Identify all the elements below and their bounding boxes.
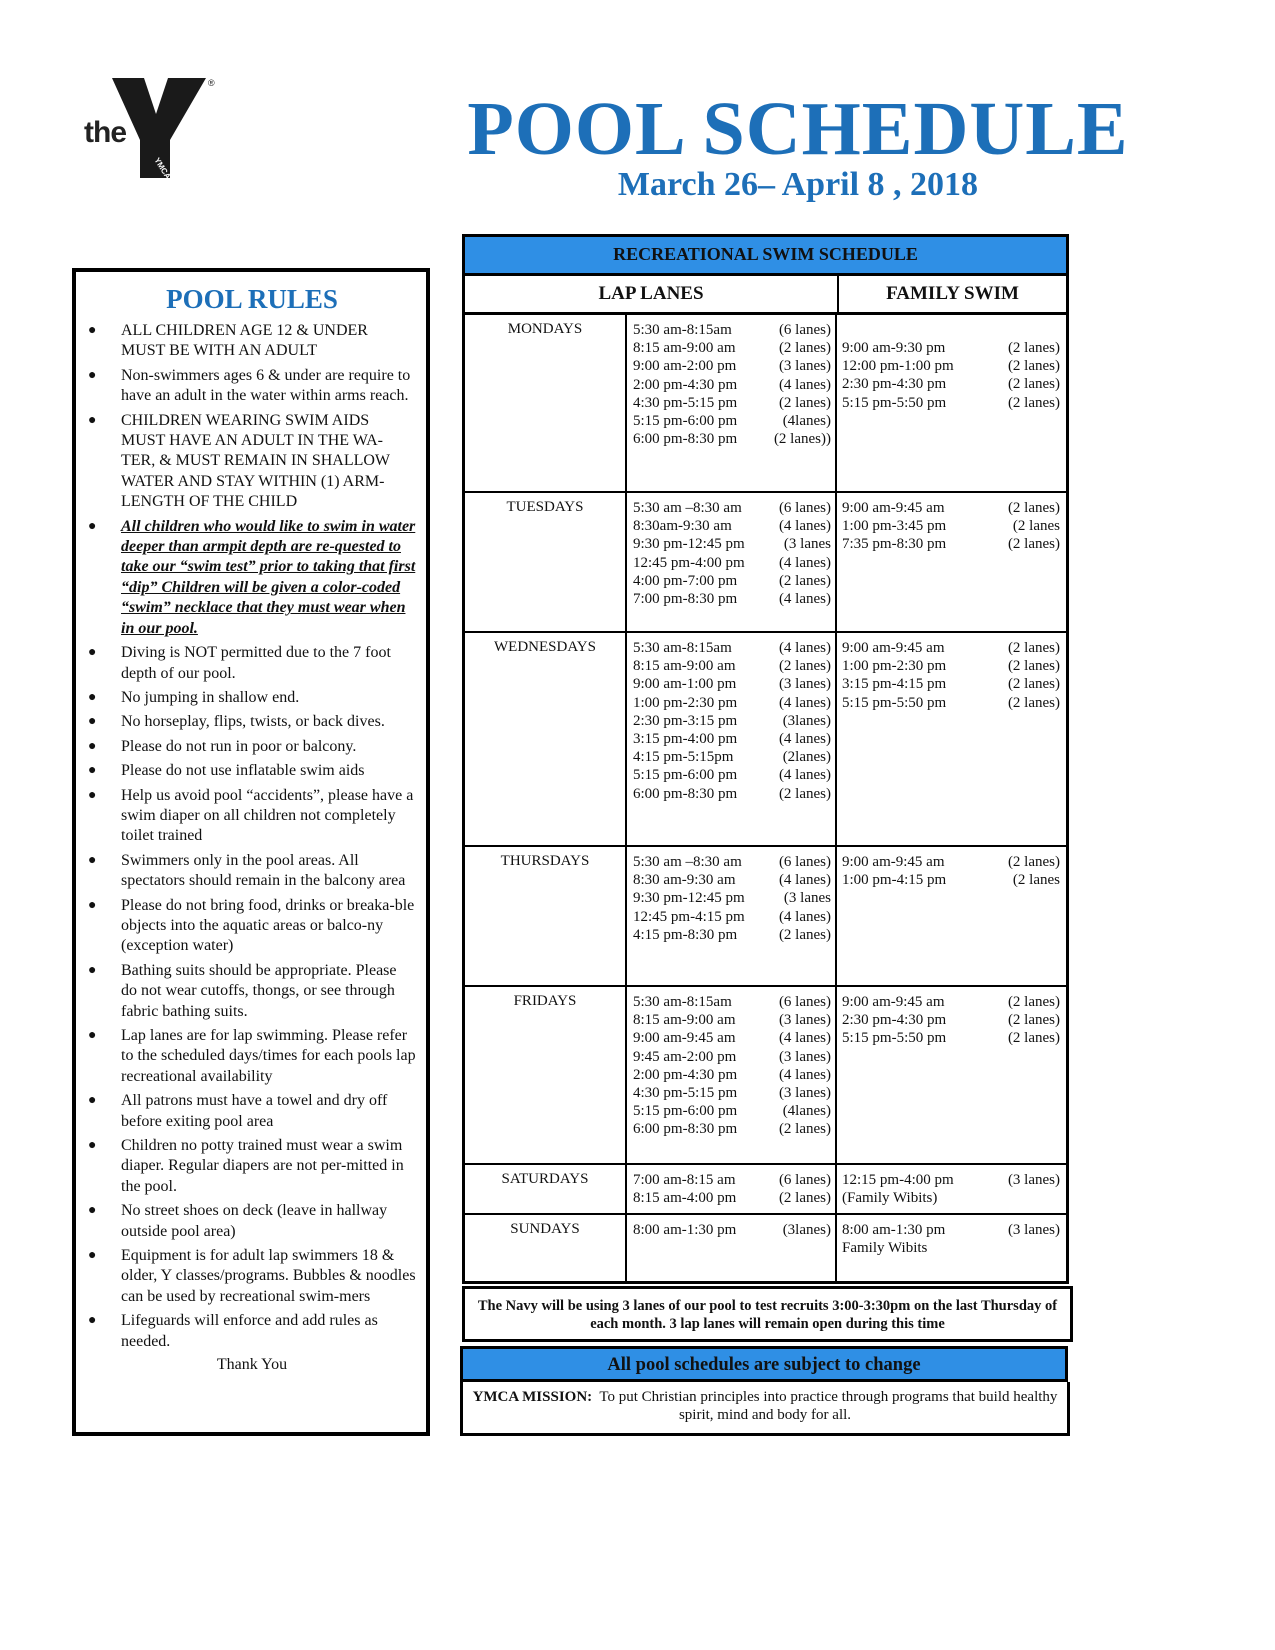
day-rows (465, 315, 1066, 1281)
time-slot (633, 590, 831, 608)
slot-time: 8:30am-9:30 am (633, 518, 732, 535)
slot-lanes: (4lanes) (782, 413, 831, 430)
rule-text: Diving is NOT permitted due to the 7 foot depth of our pool. (121, 644, 391, 682)
slot-time: 3:15 pm-4:15 pm (842, 676, 947, 693)
bullet-icon: ● (88, 897, 97, 913)
slot-lanes: (2 lanes) (778, 340, 831, 357)
rule-text: Help us avoid pool “accidents”, please have a swim diaper on all children not completely toilet trained (121, 786, 414, 845)
slot-time: 5:15 pm-5:50 pm (842, 1030, 947, 1047)
slot-lanes: (4 lanes) (778, 376, 831, 393)
time-slot (842, 517, 1060, 535)
rule-item (88, 1246, 416, 1307)
slot-lanes: (6 lanes) (778, 854, 831, 870)
slot-time: 4:30 pm-5:15 pm (633, 394, 738, 411)
slot-lanes: (4 lanes) (778, 591, 831, 608)
slot-time: 5:15 pm-6:00 pm (633, 767, 738, 784)
time-slot (633, 357, 831, 375)
slot-time: 2:30 pm-4:30 pm (842, 1012, 947, 1029)
slot-lanes: (6 lanes) (778, 500, 831, 516)
bullet-icon: ● (88, 689, 97, 705)
slot-lanes: (2 lanes) (1007, 394, 1060, 411)
bullet-icon: ● (88, 412, 97, 428)
slot-time: 8:15 am-9:00 am (633, 340, 736, 357)
slot-lanes: (4lanes) (782, 1103, 831, 1120)
time-slot (633, 394, 831, 412)
date-range: March 26– April 8 , 2018 (617, 166, 979, 203)
time-slot (842, 375, 1060, 393)
time-slot (633, 1029, 831, 1047)
slot-lanes: (2 lanes) (1007, 694, 1060, 711)
bullet-icon: ● (88, 367, 97, 383)
time-slot (633, 871, 831, 889)
slot-time: 4:30 pm-5:15 pm (633, 1085, 738, 1102)
slot-lanes: (2 lanes) (778, 926, 831, 943)
time-slot (842, 675, 1060, 693)
slot-lanes: (4 lanes) (778, 767, 831, 784)
slot-lanes: (2 lanes) (1007, 1030, 1060, 1047)
slot-time: 5:30 am-8:15am (633, 994, 732, 1010)
rule-item (88, 1026, 416, 1087)
bullet-icon: ● (88, 738, 97, 754)
schedule-heading: RECREATIONAL SWIM SCHEDULE (465, 237, 1066, 276)
slot-time: 4:00 pm-7:00 pm (633, 572, 738, 589)
time-slot (633, 639, 831, 657)
time-slot (842, 394, 1060, 412)
bullet-icon: ● (88, 1203, 97, 1219)
day-label: THURSDAYS (465, 847, 627, 985)
day-label: SATURDAYS (465, 1165, 627, 1213)
time-slot (633, 853, 831, 871)
bullet-icon: ● (88, 1313, 97, 1329)
time-slot (842, 535, 1060, 553)
slot-lanes: (3 lanes (783, 536, 831, 553)
slot-lanes: (4 lanes) (778, 640, 831, 656)
slot-time: 3:15 pm-4:00 pm (633, 731, 738, 748)
slot-lanes: (2 lanes) (778, 394, 831, 411)
slot-time: 4:15 pm-5:15pm (633, 749, 734, 766)
column-headers (465, 276, 1066, 315)
rules-list (88, 321, 416, 1352)
time-slot (842, 694, 1060, 712)
slot-time: 4:15 pm-8:30 pm (633, 926, 738, 943)
time-slot (842, 1171, 1060, 1189)
time-slot (633, 499, 831, 517)
slot-time: 2:30 pm-4:30 pm (842, 376, 947, 393)
rule-text: ALL CHILDREN AGE 12 & UNDER MUST BE WITH AN ADULT (121, 322, 368, 360)
slot-time: 6:00 pm-8:30 pm (633, 785, 738, 802)
time-slot (633, 339, 831, 357)
time-slot (633, 1011, 831, 1029)
slot-lanes: (2 lanes) (778, 1121, 831, 1138)
time-slot (633, 321, 831, 339)
time-slot (842, 871, 1060, 889)
time-slot (633, 1171, 831, 1189)
rule-text: No horseplay, flips, twists, or back dives. (121, 713, 385, 731)
slot-lanes: (2 lanes) (1007, 340, 1060, 356)
time-slot (633, 712, 831, 730)
slot-lanes: (2 lanes) (1007, 854, 1060, 870)
slot-time: 5:15 pm-6:00 pm (633, 1103, 738, 1120)
slot-time: 5:30 am –8:30 am (633, 500, 742, 516)
rule-item (88, 786, 416, 847)
rule-item (88, 761, 416, 781)
slot-time: 9:45 am-2:00 pm (633, 1048, 737, 1065)
time-slot (633, 1120, 831, 1138)
slot-time: 9:00 am-9:45 am (842, 994, 945, 1010)
rule-item (88, 411, 416, 513)
slot-time: 9:00 am-9:30 pm (842, 340, 946, 356)
slot-time: 8:00 am-1:30 pm (633, 1222, 737, 1238)
schedule-row (465, 315, 1066, 493)
bullet-icon: ● (88, 787, 97, 803)
slot-lanes: (2 lanes) (1007, 536, 1060, 553)
slot-lanes: (2 lanes) (1007, 1012, 1060, 1029)
bullet-icon: ● (88, 852, 97, 868)
lap-lanes-cell (627, 493, 837, 631)
slot-lanes: (2 lanes) (1007, 358, 1060, 375)
time-slot (842, 499, 1060, 517)
slot-time: 8:15 am-4:00 pm (633, 1190, 737, 1207)
time-slot (633, 554, 831, 572)
family-swim-cell (837, 1165, 1066, 1213)
family-swim-cell (837, 633, 1066, 845)
rule-item (88, 1091, 416, 1132)
slot-time: 8:30 am-9:30 am (633, 872, 736, 889)
lap-lanes-cell (627, 315, 837, 491)
slot-time: 5:15 pm-6:00 pm (633, 413, 738, 430)
day-label: FRIDAYS (465, 987, 627, 1163)
rule-item (88, 1136, 416, 1197)
slot-time: 8:00 am-1:30 pm (842, 1222, 946, 1238)
rule-text: Children no potty trained must wear a swim diaper. Regular diapers are not per-mitted in the pool. (121, 1137, 404, 1195)
rule-text: Bathing suits should be appropriate. Please do not wear cutoffs, thongs, or see through fabric bathing suits. (121, 961, 397, 1020)
slot-time: 12:45 pm-4:15 pm (633, 908, 745, 925)
slot-time: 9:30 pm-12:45 pm (633, 536, 745, 553)
slot-time: 9:00 am-9:45 am (842, 640, 945, 656)
slot-lanes: (3 lanes) (1007, 1222, 1060, 1238)
rule-text: No jumping in shallow end. (121, 688, 300, 706)
slot-lanes: (4 lanes) (778, 908, 831, 925)
rule-item (88, 321, 416, 362)
slot-lanes: (3lanes) (782, 1222, 831, 1238)
rule-item (88, 366, 416, 407)
slot-lanes: (2 lanes) (1007, 376, 1060, 393)
time-slot (633, 766, 831, 784)
slot-time: 7:35 pm-8:30 pm (842, 536, 947, 553)
day-label: SUNDAYS (465, 1215, 627, 1281)
slot-lanes: (4 lanes) (778, 554, 831, 571)
time-slot (842, 657, 1060, 675)
time-slot (842, 1221, 1060, 1239)
slot-time: 9:00 am-9:45 am (842, 854, 945, 870)
slot-lanes: (2 lanes) (1007, 994, 1060, 1010)
slot-time: 8:15 am-9:00 am (633, 1012, 736, 1029)
family-note: (Family Wibits) (842, 1190, 938, 1207)
slot-lanes: (3 lanes) (778, 676, 831, 693)
slot-lanes: (4 lanes) (778, 1030, 831, 1047)
time-slot (633, 1102, 831, 1120)
slot-time: 12:00 pm-1:00 pm (842, 358, 954, 375)
slot-time: 9:00 am-1:00 pm (633, 676, 737, 693)
page-title: POOL SCHEDULE (467, 87, 1129, 171)
time-slot (633, 1066, 831, 1084)
time-slot (842, 1029, 1060, 1047)
slot-time: 5:30 am-8:15am (633, 640, 732, 656)
slot-lanes: (2 lanes) (778, 658, 831, 675)
slot-time: 5:30 am-8:15am (633, 322, 732, 338)
rule-text: Please do not use inflatable swim aids (121, 762, 365, 780)
slot-lanes: (2 lanes) (1007, 640, 1060, 656)
rule-text: CHILDREN WEARING SWIM AIDS MUST HAVE AN ADULT IN THE WA-TER, & MUST REMAIN IN SHALLOW WATER AND STAY WITHIN (1) ARM-LENGTH OF THE CHILD (121, 411, 390, 511)
day-label: TUESDAYS (465, 493, 627, 631)
slot-time: 1:00 pm-2:30 pm (842, 658, 947, 675)
rule-text: Swimmers only in the pool areas. All spectators should remain in the balcony area (121, 851, 406, 890)
slot-time: 2:30 pm-3:15 pm (633, 712, 738, 729)
family-swim-cell (837, 1215, 1066, 1281)
ymca-mission (460, 1382, 1070, 1436)
slot-lanes: (2 lanes) (1007, 500, 1060, 516)
slot-time: 12:45 pm-4:00 pm (633, 554, 745, 571)
rule-item (88, 1311, 416, 1352)
slot-time: 1:00 pm-2:30 pm (633, 694, 738, 711)
time-slot (633, 572, 831, 590)
bullet-icon: ● (88, 1093, 97, 1109)
slot-time: 9:00 am-9:45 am (842, 500, 945, 516)
schedule-change-notice: All pool schedules are subject to change (460, 1346, 1068, 1382)
schedule-row (465, 987, 1066, 1165)
slot-time: 5:15 pm-5:50 pm (842, 694, 947, 711)
rule-text: Equipment is for adult lap swimmers 18 & older, Y classes/programs. Bubbles & noodles can be used by recreational swim-mers (121, 1247, 416, 1305)
time-slot (633, 730, 831, 748)
slot-lanes: (3 lanes) (778, 358, 831, 375)
slot-time: 12:15 pm-4:00 pm (842, 1172, 954, 1188)
rule-text: Please do not run in poor or balcony. (121, 737, 357, 755)
rule-item (88, 961, 416, 1022)
time-slot (633, 889, 831, 907)
time-slot (842, 993, 1060, 1011)
slot-lanes: (6 lanes) (778, 322, 831, 338)
schedule-row (465, 1215, 1066, 1281)
lap-lanes-heading: LAP LANES (465, 276, 839, 312)
slot-lanes: (2 lanes (1012, 872, 1060, 889)
schedule-row (465, 1165, 1066, 1215)
slot-time: 7:00 pm-8:30 pm (633, 591, 738, 608)
thank-you: Thank You (216, 1356, 288, 1374)
bullet-icon: ● (88, 323, 97, 338)
time-slot (633, 1221, 831, 1239)
bullet-icon: ● (88, 1028, 97, 1043)
slot-lanes: (3 lanes) (778, 1085, 831, 1102)
rule-text: Lap lanes are for lap swimming. Please refer to the scheduled days/times for each pools lap recreational availability (121, 1027, 416, 1085)
slot-time: 2:00 pm-4:30 pm (633, 376, 738, 393)
time-slot (633, 1189, 831, 1207)
slot-lanes: (4 lanes) (778, 518, 831, 535)
slot-time: 1:00 pm-3:45 pm (842, 518, 947, 535)
lap-lanes-cell (627, 1215, 837, 1281)
family-swim-cell (837, 493, 1066, 631)
lap-lanes-cell (627, 633, 837, 845)
ymca-logo (80, 78, 220, 190)
time-slot (633, 430, 831, 448)
slot-lanes: (2 lanes) (1007, 676, 1060, 693)
family-swim-cell (837, 315, 1066, 491)
logo-ymca-text: YMCA (152, 156, 173, 181)
schedule-row (465, 493, 1066, 633)
bullet-icon: ● (88, 763, 97, 779)
time-slot (842, 357, 1060, 375)
lap-lanes-cell (627, 987, 837, 1163)
bullet-icon: ● (88, 645, 97, 661)
rule-item (88, 688, 416, 708)
bullet-icon: ● (88, 1248, 97, 1264)
rule-text: Lifeguards will enforce and add rules as needed. (121, 1312, 378, 1350)
rule-item (88, 1201, 416, 1242)
slot-time: 5:30 am –8:30 am (633, 854, 742, 870)
time-slot (633, 535, 831, 553)
rule-text: All patrons must have a towel and dry off before exiting pool area (121, 1092, 388, 1130)
pool-rules-heading: POOL RULES (166, 284, 338, 314)
day-label: MONDAYS (465, 315, 627, 491)
time-slot (633, 1084, 831, 1102)
slot-time: 7:00 am-8:15 am (633, 1172, 736, 1188)
slot-time: 9:00 am-9:45 am (633, 1030, 736, 1047)
logo-the-text: the (84, 116, 126, 149)
time-slot (842, 853, 1060, 871)
slot-lanes: (3 lanes (783, 890, 831, 907)
lap-lanes-cell (627, 847, 837, 985)
rule-item (88, 737, 416, 757)
time-slot (842, 639, 1060, 657)
rule-text: Non-swimmers ages 6 & under are require to have an adult in the water within arms reach. (121, 366, 411, 405)
mission-text: To put Christian principles into practice through programs that build healthy spirit, mind and body for all. (599, 1389, 1058, 1423)
slot-time: 9:00 am-2:00 pm (633, 358, 737, 375)
slot-time: 8:15 am-9:00 am (633, 658, 736, 675)
slot-time: 6:00 pm-8:30 pm (633, 431, 738, 448)
time-slot (633, 657, 831, 675)
rule-item (88, 896, 416, 957)
slot-lanes: (3 lanes) (778, 1012, 831, 1029)
rule-text: All children who would like to swim in water deeper than armpit depth are re-quested to take our “swim test” prior to taking that first “dip” Children will be given a color-coded “swim” necklace that they must wear when in our pool. (121, 517, 416, 637)
time-slot (633, 376, 831, 394)
slot-lanes: (2 lanes) (778, 1190, 831, 1207)
slot-lanes: (2 lanes (1012, 518, 1060, 535)
slot-lanes: (2 lanes)) (773, 431, 831, 448)
time-slot (633, 908, 831, 926)
pool-rules-box (72, 268, 430, 1436)
time-slot (633, 1048, 831, 1066)
time-slot (633, 675, 831, 693)
rule-item (88, 851, 416, 892)
bullet-icon: ● (88, 962, 97, 978)
bullet-icon: ● (88, 518, 97, 534)
slot-time: 1:00 pm-4:15 pm (842, 872, 947, 889)
slot-time: 5:15 pm-5:50 pm (842, 394, 947, 411)
bullet-icon: ● (88, 714, 97, 730)
slot-lanes: (3lanes) (782, 712, 831, 729)
day-label: WEDNESDAYS (465, 633, 627, 845)
slot-lanes: (3 lanes) (1007, 1172, 1060, 1188)
rule-item (88, 712, 416, 732)
slot-lanes: (4 lanes) (778, 731, 831, 748)
slot-lanes: (6 lanes) (778, 994, 831, 1010)
time-slot (633, 694, 831, 712)
family-swim-heading: FAMILY SWIM (886, 283, 1019, 304)
slot-lanes: (3 lanes) (778, 1048, 831, 1065)
slot-time: 2:00 pm-4:30 pm (633, 1066, 738, 1083)
family-note: Family Wibits (842, 1240, 928, 1257)
slot-lanes: (6 lanes) (778, 1172, 831, 1188)
slot-lanes: (4 lanes) (778, 694, 831, 711)
lap-lanes-cell (627, 1165, 837, 1213)
slot-lanes: (2 lanes) (1007, 658, 1060, 675)
schedule-row (465, 633, 1066, 847)
schedule-row (465, 847, 1066, 987)
time-slot (633, 993, 831, 1011)
time-slot (633, 785, 831, 803)
rule-item (88, 517, 416, 639)
slot-lanes: (2 lanes) (778, 572, 831, 589)
time-slot (633, 517, 831, 535)
bullet-icon: ● (88, 1138, 97, 1154)
time-slot (842, 1011, 1060, 1029)
swim-schedule-table (462, 234, 1069, 1284)
slot-lanes: (4 lanes) (778, 1066, 831, 1083)
rule-text: No street shoes on deck (leave in hallway outside pool area) (121, 1202, 388, 1240)
slot-time: 6:00 pm-8:30 pm (633, 1121, 738, 1138)
slot-lanes: (4 lanes) (778, 872, 831, 889)
rule-item (88, 643, 416, 684)
slot-lanes: (2 lanes) (778, 785, 831, 802)
rule-text: Please do not bring food, drinks or breaka-ble objects into the aquatic areas or balco-ny (exception water) (121, 896, 415, 955)
time-slot (633, 412, 831, 430)
slot-time: 9:30 pm-12:45 pm (633, 890, 745, 907)
mission-label: YMCA MISSION: (472, 1389, 593, 1405)
registered-mark: ® (208, 78, 215, 88)
time-slot (633, 748, 831, 766)
slot-lanes: (2lanes) (782, 749, 831, 766)
family-swim-cell (837, 847, 1066, 985)
time-slot (633, 926, 831, 944)
family-swim-cell (837, 987, 1066, 1163)
navy-notice: The Navy will be using 3 lanes of our pool to test recruits 3:00-3:30pm on the last Thursday of each month. 3 lap lanes will remain open during this time (462, 1286, 1073, 1342)
time-slot (842, 339, 1060, 357)
